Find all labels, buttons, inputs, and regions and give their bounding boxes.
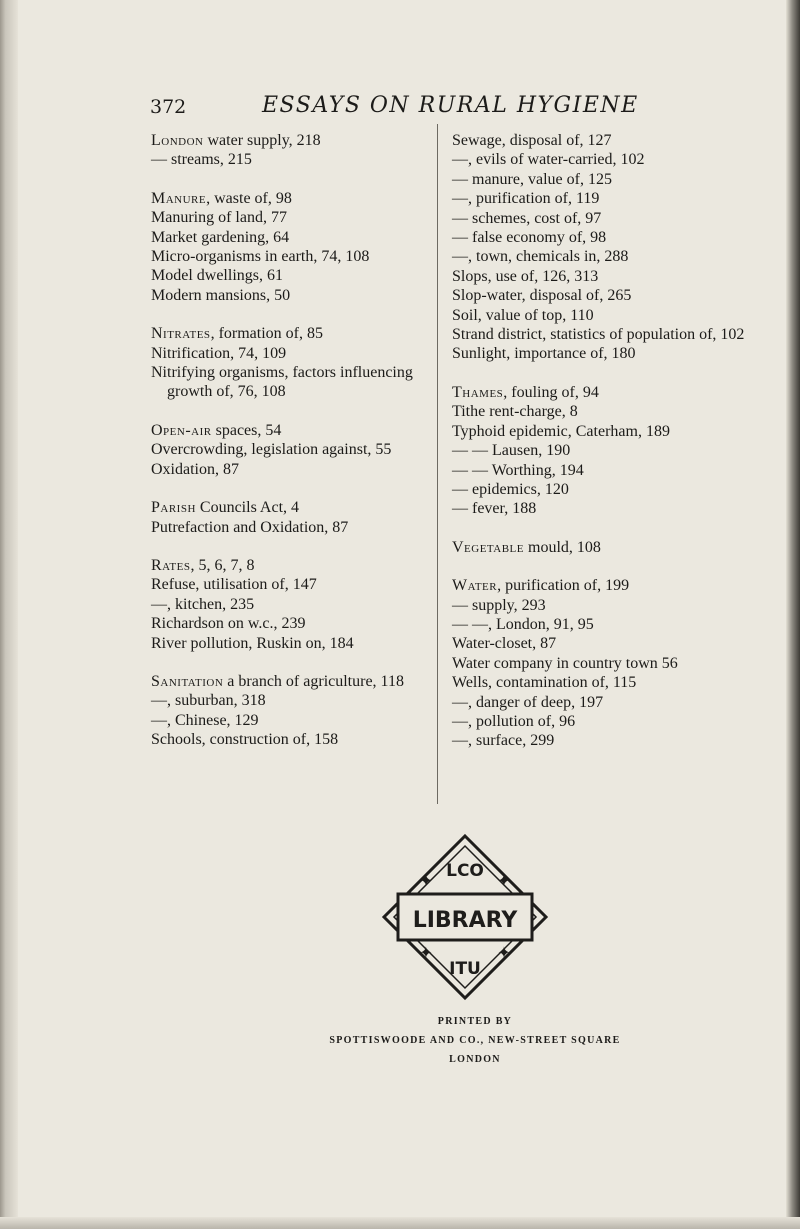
index-entry-text: , formation of, 85 <box>210 325 323 343</box>
index-section <box>151 556 434 653</box>
index-entry <box>452 402 767 421</box>
index-entry <box>452 461 767 480</box>
index-section <box>452 383 767 519</box>
index-entry <box>452 228 767 247</box>
index-section <box>452 131 767 364</box>
index-entry <box>452 422 767 441</box>
index-entry <box>151 460 434 479</box>
index-entry <box>452 189 767 208</box>
index-entry <box>151 440 434 459</box>
index-entry <box>151 711 434 730</box>
stamp-library-text: LIBRARY <box>412 908 518 933</box>
index-entry-text: Nitrification, 74, 109 <box>151 344 287 362</box>
index-entry-text: , waste of, 98 <box>206 189 292 207</box>
index-entry <box>452 344 767 363</box>
index-entry-text: Tithe rent-charge, 8 <box>452 403 578 421</box>
index-entry <box>151 324 434 343</box>
index-entry <box>452 538 767 557</box>
index-entry-text: Richardson on w.c., 239 <box>151 615 306 633</box>
index-entry <box>452 480 767 499</box>
index-entry-text: — streams, 215 <box>151 151 252 169</box>
imprint-city: LONDON <box>449 1054 501 1065</box>
stamp-bottom-text: ITU <box>449 959 481 979</box>
index-entry-text: Manuring of land, 77 <box>151 209 287 227</box>
index-entry <box>151 421 434 440</box>
index-entry <box>151 131 434 150</box>
page-bottom-edge <box>0 1217 800 1229</box>
index-entry-text: Slop-water, disposal of, 265 <box>452 287 632 305</box>
index-entry-text: — epidemics, 120 <box>452 480 569 498</box>
stamp-star-icon: ✦ <box>497 943 511 962</box>
index-entry-text: —, suburban, 318 <box>151 692 266 710</box>
index-entry <box>151 556 434 575</box>
index-entry-text: Slops, use of, 126, 313 <box>452 267 599 285</box>
index-entry-text: mould, 108 <box>524 538 601 556</box>
index-entry-text: —, Chinese, 129 <box>151 711 259 729</box>
index-entry-lead-word: Nitrates <box>151 325 211 343</box>
index-entry <box>151 363 434 402</box>
index-entry-text: a branch of agriculture, 118 <box>223 672 404 690</box>
index-entry-text: — manure, value of, 125 <box>452 170 612 188</box>
index-entry-text: Soil, value of top, 110 <box>452 306 594 324</box>
imprint-printer: SPOTTISWOODE AND CO., NEW-STREET SQUARE <box>329 1035 621 1046</box>
index-entry-text: — — Lausen, 190 <box>452 442 571 460</box>
index-section <box>452 576 767 751</box>
index-entry-text: Schools, construction of, 158 <box>151 731 339 749</box>
index-entry <box>151 498 434 517</box>
index-entry-lead-word: Sanitation <box>151 672 224 690</box>
index-entry <box>452 615 767 634</box>
index-entry <box>452 596 767 615</box>
index-entry-text: —, evils of water-carried, 102 <box>452 151 645 169</box>
index-entry-text: — schemes, cost of, 97 <box>452 209 602 227</box>
index-entry-text: — supply, 293 <box>452 596 546 614</box>
index-entry <box>151 672 434 691</box>
index-entry <box>452 150 767 169</box>
index-entry-text: Oxidation, 87 <box>151 460 239 478</box>
index-entry <box>452 712 767 731</box>
index-section <box>151 189 434 305</box>
index-entry-text: Wells, contamination of, 115 <box>452 674 637 692</box>
index-section <box>151 498 434 537</box>
index-section <box>151 131 434 170</box>
index-entry <box>452 286 767 305</box>
index-entry <box>151 691 434 710</box>
index-entry-text: water supply, 218 <box>203 132 321 149</box>
page-number: 372 <box>150 96 187 118</box>
index-entry-text: Modern mansions, 50 <box>151 286 291 304</box>
index-entry-text: — false economy of, 98 <box>452 229 607 247</box>
index-entry-text: Sewage, disposal of, 127 <box>452 132 612 149</box>
index-entry-text: , purification of, 199 <box>497 577 630 595</box>
index-entry <box>151 730 434 749</box>
index-entry <box>452 267 767 286</box>
index-entry-text: —, town, chemicals in, 288 <box>452 248 629 266</box>
running-title: ESSAYS ON RURAL HYGIENE <box>262 93 639 118</box>
index-entry-text: —, pollution of, 96 <box>452 712 576 730</box>
index-entry-text: Sunlight, importance of, 180 <box>452 345 636 363</box>
index-section <box>452 538 767 557</box>
index-entry-lead-word: Parish <box>151 499 196 517</box>
index-section <box>151 672 434 750</box>
index-entry <box>452 634 767 653</box>
index-entry-text: Water-closet, 87 <box>452 635 557 653</box>
index-entry <box>452 325 767 344</box>
index-entry <box>151 634 434 653</box>
index-entry-lead-word: Vegetable <box>452 538 524 556</box>
index-entry <box>151 518 434 537</box>
index-entry-text: —, surface, 299 <box>452 732 555 750</box>
book-spine-shadow <box>0 0 18 1229</box>
index-entry <box>151 247 434 266</box>
index-entry <box>151 150 434 169</box>
index-entry <box>151 189 434 208</box>
index-entry-text: — — Worthing, 194 <box>452 461 584 479</box>
index-entry-text: Typhoid epidemic, Caterham, 189 <box>452 422 670 440</box>
index-entry <box>151 228 434 247</box>
index-entry-text: Refuse, utilisation of, 147 <box>151 576 317 594</box>
index-entry <box>452 306 767 325</box>
library-stamp <box>380 832 550 1002</box>
page-edge-shadow <box>786 0 800 1229</box>
index-entry-text: —, kitchen, 235 <box>151 595 255 613</box>
index-section <box>151 421 434 479</box>
index-entry-text: Water company in country town 56 <box>452 654 678 672</box>
index-entry <box>452 383 767 402</box>
index-entry <box>452 693 767 712</box>
index-entry-lead-word: Thames <box>452 383 504 401</box>
index-entry-text: spaces, 54 <box>211 421 282 439</box>
stamp-top-text: LCO <box>446 861 484 881</box>
index-column-left <box>151 131 434 750</box>
stamp-star-icon: ✦ <box>419 871 433 890</box>
stamp-star-icon: ✦ <box>497 871 511 890</box>
index-entry-lead-word: Water <box>452 577 498 595</box>
index-entry-text: — —, London, 91, 95 <box>452 615 594 633</box>
index-column-right <box>452 131 767 751</box>
index-entry-text: —, purification of, 119 <box>452 190 600 208</box>
index-entry <box>452 441 767 460</box>
index-entry-text: Nitrifying organisms, factors influencing growth of, 76, 108 <box>151 364 413 401</box>
stamp-star-icon: ✦ <box>419 943 433 962</box>
index-entry-text: , fouling of, 94 <box>503 383 599 401</box>
index-section <box>151 324 434 402</box>
index-entry <box>452 499 767 518</box>
index-entry <box>151 614 434 633</box>
index-entry-text: River pollution, Ruskin on, 184 <box>151 634 354 652</box>
index-entry-lead-word: Rates <box>151 556 191 574</box>
index-entry-text: Market gardening, 64 <box>151 228 290 246</box>
index-entry <box>452 209 767 228</box>
index-entry-text: Strand district, statistics of population of, 102 <box>452 326 745 344</box>
index-entry <box>452 170 767 189</box>
index-entry <box>452 731 767 750</box>
index-entry-text: Putrefaction and Oxidation, 87 <box>151 518 349 536</box>
index-entry <box>151 595 434 614</box>
index-entry <box>151 286 434 305</box>
imprint-printed-by: PRINTED BY <box>437 1016 513 1027</box>
index-entry-lead-word: Manure <box>151 189 207 207</box>
index-entry-text: Councils Act, 4 <box>195 499 300 517</box>
index-entry <box>452 131 767 150</box>
index-entry <box>452 576 767 595</box>
index-entry-text: — fever, 188 <box>452 500 537 518</box>
index-entry-text: Model dwellings, 61 <box>151 267 283 285</box>
index-entry <box>151 266 434 285</box>
index-entry <box>151 208 434 227</box>
index-entry-text: Overcrowding, legislation against, 55 <box>151 441 392 459</box>
index-entry-text: , 5, 6, 7, 8 <box>190 556 255 574</box>
index-entry-text: —, danger of deep, 197 <box>452 693 604 711</box>
index-entry-lead-word: Open-air <box>151 421 212 439</box>
index-entry <box>452 247 767 266</box>
index-entry <box>151 344 434 363</box>
index-entry <box>452 673 767 692</box>
index-entry-text: Micro-organisms in earth, 74, 108 <box>151 248 370 266</box>
index-entry <box>151 575 434 594</box>
column-divider <box>437 124 438 804</box>
index-entry-lead-word: London <box>151 132 204 149</box>
index-entry <box>452 654 767 673</box>
